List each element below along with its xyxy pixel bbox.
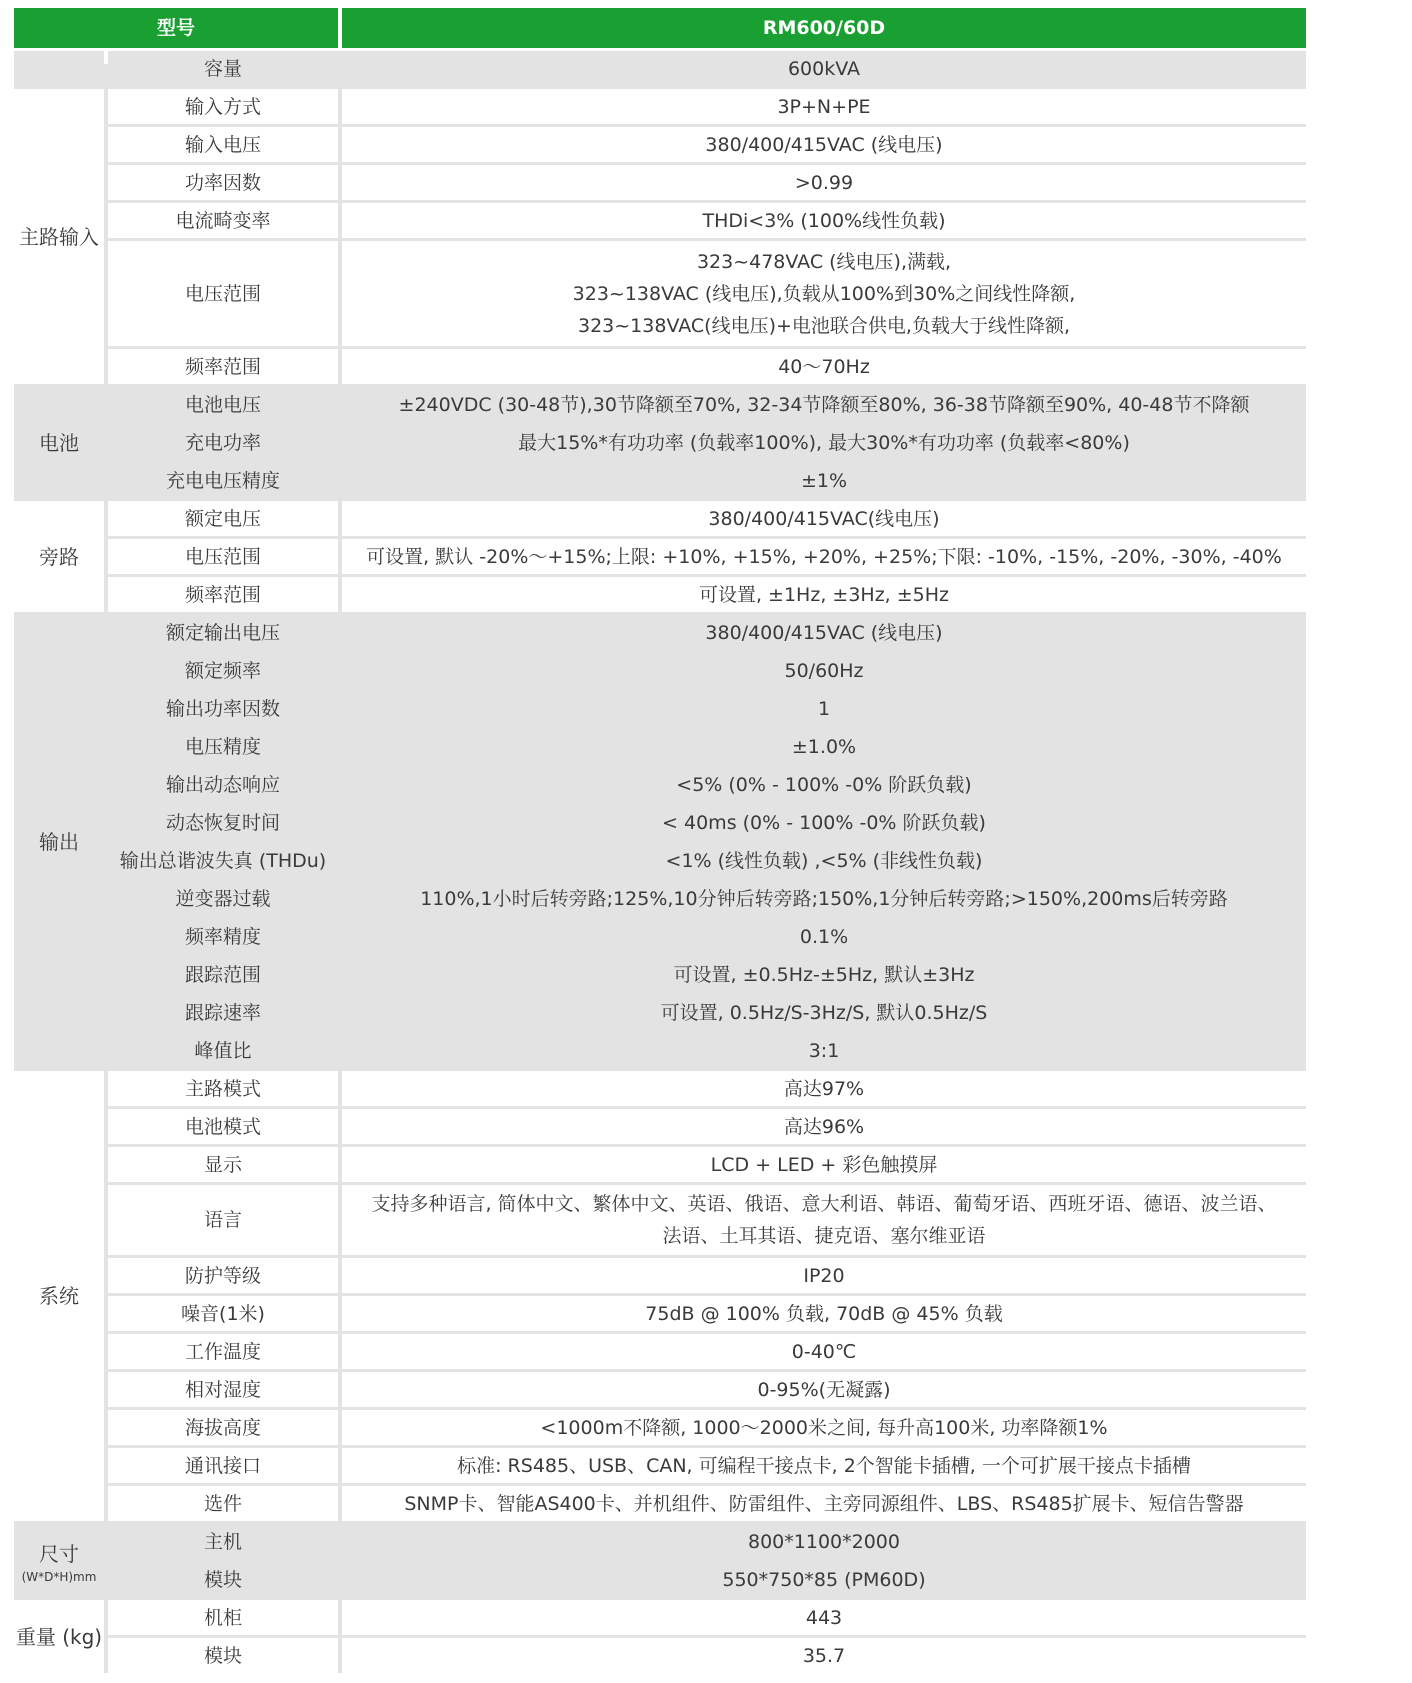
capacity-divider: [104, 64, 108, 86]
row-value: [342, 1638, 1306, 1673]
row-divider: [108, 916, 1306, 919]
row-divider: [108, 992, 1306, 995]
value-line: 0-40℃: [791, 1340, 857, 1363]
row-label: 工作温度: [108, 1334, 338, 1369]
row-value: [342, 539, 1306, 574]
capacity-value: 600kVA: [342, 51, 1306, 86]
row-label: 主机: [108, 1524, 338, 1559]
row-label: 模块: [108, 1562, 338, 1597]
value-line: LCD + LED + 彩色触摸屏: [710, 1153, 938, 1176]
value-line: 40～70Hz: [778, 355, 870, 378]
value-line: <1000m不降额, 1000～2000米之间, 每升高100米, 功率降额1%: [540, 1416, 1108, 1439]
row-divider: [108, 840, 1306, 843]
row-divider: [108, 1369, 1306, 1372]
column-divider: [338, 51, 342, 1673]
row-label: 充电功率: [108, 425, 338, 460]
row-value: [342, 1071, 1306, 1106]
row-divider: [108, 726, 1306, 729]
row-value: [342, 1109, 1306, 1144]
group-name: 尺寸: [39, 1541, 79, 1566]
row-label: 输入电压: [108, 127, 338, 162]
group-divider: [14, 86, 1306, 89]
row-label: 输出动态响应: [108, 767, 338, 802]
row-value: [342, 1334, 1306, 1369]
value-line: 800*1100*2000: [748, 1530, 900, 1553]
row-label: 充电电压精度: [108, 463, 338, 498]
row-divider: [108, 954, 1306, 957]
row-label: 输出功率因数: [108, 691, 338, 726]
value-line: ±1%: [800, 469, 848, 492]
row-value: [342, 1410, 1306, 1445]
group-name: 旁路: [39, 544, 79, 569]
row-label: 机柜: [108, 1600, 338, 1635]
row-divider: [108, 1483, 1306, 1486]
row-value: [342, 881, 1306, 916]
value-line: < 40ms (0% - 100% -0% 阶跃负载): [662, 811, 986, 834]
value-line: 323~478VAC (线电压),满载,: [696, 250, 952, 273]
row-label: 跟踪范围: [108, 957, 338, 992]
row-value: [342, 1033, 1306, 1068]
row-divider: [108, 1407, 1306, 1410]
row-divider: [108, 346, 1306, 349]
row-label: 语言: [108, 1185, 338, 1255]
row-divider: [108, 238, 1306, 241]
row-label: 模块: [108, 1638, 338, 1673]
row-value: [342, 203, 1306, 238]
column-divider: [104, 86, 108, 1673]
value-line: >0.99: [794, 171, 854, 194]
group-divider: [14, 612, 1306, 615]
row-label: 电压精度: [108, 729, 338, 764]
row-value: [342, 957, 1306, 992]
row-value: [342, 1486, 1306, 1521]
row-value: [342, 1296, 1306, 1331]
group-cell: [14, 1600, 104, 1673]
value-line: <5% (0% - 100% -0% 阶跃负载): [676, 773, 972, 796]
value-line: 支持多种语言, 简体中文、繁体中文、英语、俄语、意大利语、韩语、葡萄牙语、西班牙语、德语、波兰语、: [371, 1193, 1277, 1215]
row-label: 海拔高度: [108, 1410, 338, 1445]
row-divider: [108, 1144, 1306, 1147]
group-cell: [14, 1524, 104, 1597]
row-value: [342, 995, 1306, 1030]
group-cell: [14, 387, 104, 498]
row-value: [342, 1524, 1306, 1559]
value-line: 75dB @ 100% 负载, 70dB @ 45% 负载: [645, 1302, 1003, 1325]
value-line: 0.1%: [799, 925, 849, 948]
row-divider: [108, 200, 1306, 203]
value-line: 110%,1小时后转旁路;125%,10分钟后转旁路;150%,1分钟后转旁路;>150%,200ms后转旁路: [420, 887, 1228, 910]
row-value: [342, 501, 1306, 536]
row-label: 相对湿度: [108, 1372, 338, 1407]
row-divider: [108, 1559, 1306, 1562]
row-label: 主路模式: [108, 1071, 338, 1106]
capacity-group-cell: [14, 51, 104, 86]
group-name: 重量 (kg): [15, 1624, 103, 1649]
value-line: ±1.0%: [791, 735, 857, 758]
row-value: [342, 165, 1306, 200]
row-divider: [108, 124, 1306, 127]
group-cell: [14, 1071, 104, 1521]
value-line: 323~138VAC (线电压),负载从100%到30%之间线性降额,: [572, 282, 1076, 305]
group-cell: [14, 615, 104, 1068]
row-divider: [108, 878, 1306, 881]
row-value: [342, 89, 1306, 124]
row-divider: [108, 1106, 1306, 1109]
row-label: 跟踪速率: [108, 995, 338, 1030]
row-divider: [108, 1635, 1306, 1638]
row-label: 电池模式: [108, 1109, 338, 1144]
group-divider: [14, 1597, 1306, 1600]
capacity-label: 容量: [108, 51, 338, 86]
group-divider: [14, 1521, 1306, 1524]
row-label: 额定输出电压: [108, 615, 338, 650]
row-label: 电池电压: [108, 387, 338, 422]
value-line: ±240VDC (30-48节),30节降额至70%, 32-34节降额至80%, 36-38节降额至90%, 40-48节不降额: [398, 393, 1250, 416]
row-divider: [108, 1293, 1306, 1296]
row-value: [342, 1448, 1306, 1483]
value-line: 可设置, 默认 -20%～+15%;上限: +10%, +15%, +20%, +25%;下限: -10%, -15%, -20%, -30%, -40%: [366, 545, 1282, 568]
value-line: 323~138VAC(线电压)+电池联合供电,负载大于线性降额,: [578, 314, 1070, 337]
group-cell: [14, 501, 104, 612]
row-label: 防护等级: [108, 1258, 338, 1293]
group-divider: [14, 384, 1306, 387]
value-line: 法语、土耳其语、捷克语、塞尔维亚语: [662, 1225, 986, 1247]
row-divider: [108, 1255, 1306, 1258]
value-line: 最大15%*有功功率 (负载率100%), 最大30%*有功功率 (负载率<80%): [518, 431, 1130, 454]
row-divider: [108, 422, 1306, 425]
row-value: [342, 127, 1306, 162]
value-line: 380/400/415VAC(线电压): [708, 507, 940, 530]
group-name: 输出: [39, 829, 79, 854]
group-subname: (W*D*H)mm: [21, 1569, 97, 1584]
row-divider: [108, 764, 1306, 767]
row-label: 频率范围: [108, 349, 338, 384]
row-value: [342, 241, 1306, 346]
value-line: 标准: RS485、USB、CAN, 可编程干接点卡, 2个智能卡插槽, 一个可扩展干接点卡插槽: [457, 1454, 1191, 1477]
value-line: 35.7: [802, 1644, 846, 1667]
value-line: 高达97%: [783, 1077, 865, 1100]
row-value: [342, 1185, 1306, 1255]
row-label: 电流畸变率: [108, 203, 338, 238]
group-cell: [14, 89, 104, 384]
row-divider: [108, 802, 1306, 805]
row-label: 电压范围: [108, 539, 338, 574]
row-divider: [108, 1030, 1306, 1033]
row-value: [342, 425, 1306, 460]
value-line: 550*750*85 (PM60D): [722, 1568, 926, 1591]
row-value: [342, 1372, 1306, 1407]
value-line: 3P+N+PE: [777, 95, 871, 118]
row-label: 额定频率: [108, 653, 338, 688]
value-line: 0-95%(无凝露): [757, 1378, 891, 1401]
row-label: 动态恢复时间: [108, 805, 338, 840]
value-line: 高达96%: [783, 1115, 865, 1138]
group-name: 电池: [39, 430, 79, 455]
row-label: 逆变器过载: [108, 881, 338, 916]
value-line: 可设置, 0.5Hz/S-3Hz/S, 默认0.5Hz/S: [660, 1001, 988, 1024]
value-line: 1: [817, 697, 831, 720]
group-divider: [14, 498, 1306, 501]
row-divider: [108, 574, 1306, 577]
row-value: [342, 843, 1306, 878]
row-divider: [108, 460, 1306, 463]
row-value: [342, 653, 1306, 688]
group-name: 系统: [39, 1284, 79, 1308]
group-name: 主路输入: [19, 224, 99, 249]
row-value: [342, 1562, 1306, 1597]
row-divider: [108, 1182, 1306, 1185]
value-line: <1% (线性负载) ,<5% (非线性负载): [665, 849, 983, 872]
value-line: 50/60Hz: [784, 659, 864, 682]
row-value: [342, 1147, 1306, 1182]
row-value: [342, 349, 1306, 384]
value-line: 3:1: [808, 1039, 840, 1062]
row-label: 频率范围: [108, 577, 338, 612]
group-divider: [14, 1068, 1306, 1071]
value-line: 443: [805, 1606, 843, 1629]
row-divider: [108, 1445, 1306, 1448]
row-label: 功率因数: [108, 165, 338, 200]
value-line: 380/400/415VAC (线电压): [705, 133, 943, 156]
row-label: 频率精度: [108, 919, 338, 954]
row-value: [342, 1600, 1306, 1635]
row-divider: [108, 536, 1306, 539]
value-line: 380/400/415VAC (线电压): [705, 621, 943, 644]
row-value: [342, 691, 1306, 726]
row-label: 峰值比: [108, 1033, 338, 1068]
row-value: [342, 615, 1306, 650]
row-value: [342, 577, 1306, 612]
model-value: RM600/60D: [342, 8, 1306, 48]
row-divider: [108, 1331, 1306, 1334]
value-line: 可设置, ±1Hz, ±3Hz, ±5Hz: [698, 583, 950, 606]
row-divider: [108, 688, 1306, 691]
row-value: [342, 463, 1306, 498]
row-label: 显示: [108, 1147, 338, 1182]
row-value: [342, 387, 1306, 422]
row-value: [342, 805, 1306, 840]
value-line: SNMP卡、智能AS400卡、并机组件、防雷组件、主旁同源组件、LBS、RS485扩展卡、短信告警器: [404, 1492, 1244, 1515]
row-label: 输入方式: [108, 89, 338, 124]
value-line: 可设置, ±0.5Hz-±5Hz, 默认±3Hz: [673, 963, 975, 986]
row-value: [342, 729, 1306, 764]
row-value: [342, 1258, 1306, 1293]
row-label: 输出总谐波失真 (THDu): [108, 843, 338, 878]
row-label: 通讯接口: [108, 1448, 338, 1483]
model-label: 型号: [14, 8, 338, 48]
value-line: THDi<3% (100%线性负载): [702, 209, 946, 232]
row-label: 额定电压: [108, 501, 338, 536]
value-line: IP20: [803, 1264, 845, 1287]
row-label: 电压范围: [108, 241, 338, 346]
row-label: 选件: [108, 1486, 338, 1521]
row-divider: [108, 162, 1306, 165]
row-divider: [108, 650, 1306, 653]
row-value: [342, 767, 1306, 802]
row-value: [342, 919, 1306, 954]
row-label: 噪音(1米): [108, 1296, 338, 1331]
